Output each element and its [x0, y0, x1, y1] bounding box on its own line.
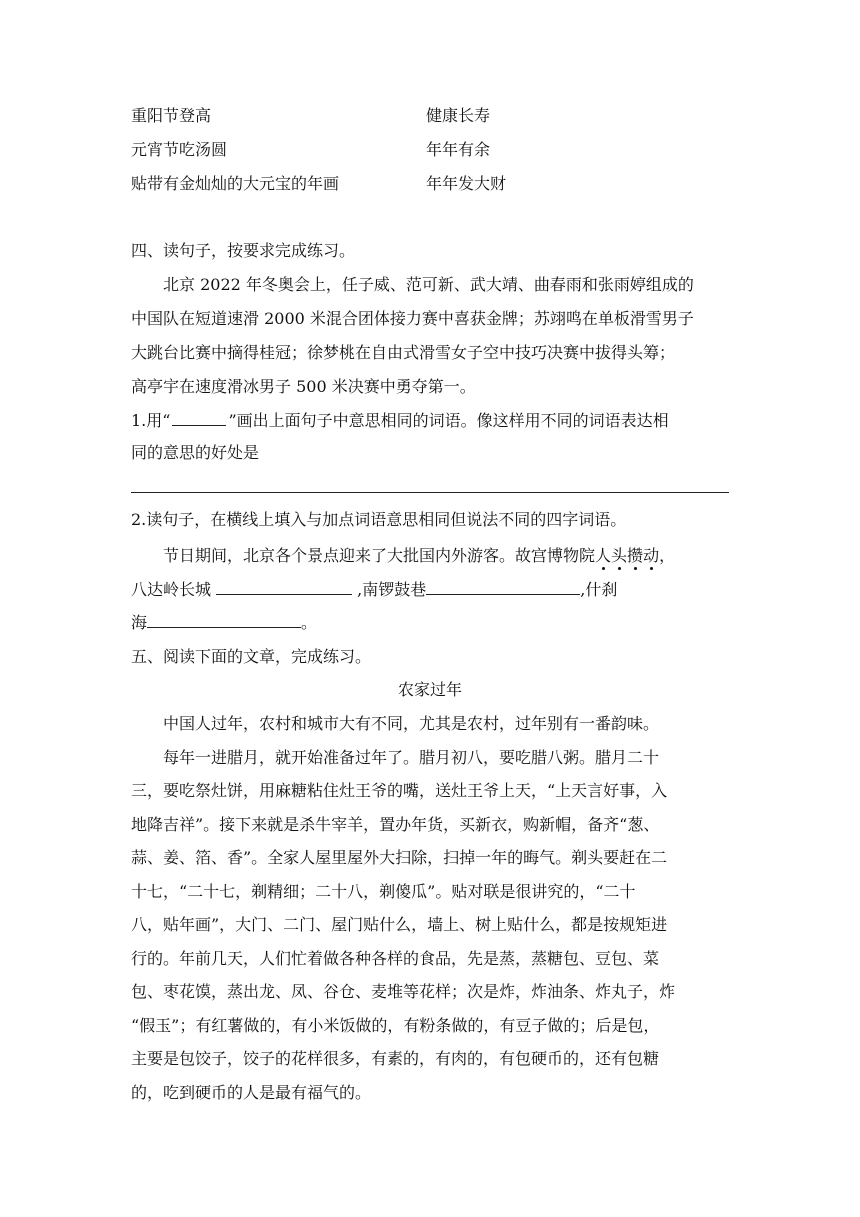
passage-line: 北京 2022 年冬奥会上，任子威、范可新、武大靖、曲春雨和张雨婷组成的 — [163, 275, 694, 294]
passage-line: 中国队在短道速滑 2000 米混合团体接力赛中喜获金牌；苏翊鸣在单板滑雪男子 — [131, 309, 694, 328]
q2-sentence-start: 节日期间，北京各个景点迎来了大批国内外游客。故宫博物院 — [163, 546, 596, 565]
q2-text: ,南锣鼓巷 — [352, 580, 427, 599]
dotted-char: 攒 — [627, 546, 644, 565]
q2-sentence-end: ， — [659, 546, 676, 565]
fill-blank-2[interactable] — [426, 580, 580, 595]
underline-symbol — [172, 411, 226, 426]
q2-text: ,什刹 — [580, 580, 618, 599]
article-line: 主要是包饺子，饺子的花样很多，有素的，有肉的，有包硬币的，还有包糖 — [131, 1049, 660, 1068]
article-line: 每年一进腊月，就开始准备过年了。腊月初八，要吃腊八粥。腊月二十 — [163, 748, 660, 767]
match-meaning-2: 年年有余 — [426, 140, 491, 159]
match-custom-1: 重阳节登高 — [131, 106, 212, 125]
article-line: 的，吃到硬币的人是最有福气的。 — [131, 1083, 372, 1102]
match-custom-3: 贴带有金灿灿的大元宝的年画 — [131, 174, 340, 193]
article-line: 包、枣花馍，蒸出龙、凤、谷仓、麦堆等花样；次是炸，炸油条、炸丸子，炸 — [131, 982, 676, 1001]
q2-text: 海 — [131, 613, 148, 632]
article-line: 地降吉祥”。接下来就是杀牛宰羊，置办年货，买新衣，购新帽，备齐“葱、 — [131, 815, 660, 834]
article-line: “假玉”；有红薯做的，有小米饭做的，有粉条做的，有豆子做的；后是包， — [131, 1016, 660, 1035]
passage-line: 大跳台比赛中摘得桂冠；徐梦桃在自由式滑雪女子空中技巧决赛中拔得头筹； — [131, 343, 676, 362]
article-line: 中国人过年，农村和城市大有不同，尤其是农村，过年别有一番韵味。 — [163, 714, 660, 733]
q1-suffix: ”画出上面句子中意思相同的词语。像这样用不同的词语表达相 — [228, 411, 669, 430]
dotted-char: 头 — [611, 546, 628, 565]
q2-line2 — [131, 580, 617, 600]
passage-line: 高亭宇在速度滑冰男子 500 米决赛中勇夺第一。 — [131, 377, 476, 396]
q2-text: 八达岭长城 — [131, 580, 217, 599]
match-meaning-1: 健康长寿 — [426, 106, 491, 125]
q2-line3 — [131, 613, 317, 633]
section5-heading: 五、阅读下面的文章，完成练习。 — [131, 647, 372, 666]
q2-text: 。 — [301, 613, 318, 632]
match-custom-2: 元宵节吃汤圆 — [131, 140, 228, 159]
section4-heading: 四、读句子，按要求完成练习。 — [131, 241, 356, 260]
fill-blank-3[interactable] — [147, 613, 301, 628]
article-line: 十七，“二十七，剃精细；二十八，剃傻瓜”。贴对联是很讲究的，“二十 — [131, 882, 636, 901]
question-1 — [131, 411, 669, 431]
article-title: 农家过年 — [397, 680, 462, 699]
answer-line[interactable] — [131, 492, 729, 493]
article-line: 八，贴年画”，大门、二门、屋门贴什么，墙上、树上贴什么，都是按规矩进 — [131, 915, 668, 934]
question-2: 2.读句子，在横线上填入与加点词语意思相同但说法不同的四字词语。 — [131, 510, 627, 529]
q2-sentence — [163, 546, 675, 566]
q1-prefix: 1.用“ — [131, 411, 171, 430]
dotted-char: 人 — [595, 546, 612, 565]
fill-blank-1[interactable] — [216, 580, 352, 595]
q1-line2: 同的意思的好处是 — [131, 443, 260, 462]
match-meaning-3: 年年发大财 — [426, 174, 507, 193]
article-line: 行的。年前几天，人们忙着做各种各样的食品，先是蒸，蒸糖包、豆包、菜 — [131, 949, 660, 968]
article-line: 蒜、姜、箔、香”。全家人屋里屋外大扫除，扫掉一年的晦气。剃头要赶在二 — [131, 848, 668, 867]
dotted-char: 动 — [643, 546, 660, 565]
article-line: 三，要吃祭灶饼，用麻糖粘住灶王爷的嘴，送灶王爷上天，“上天言好事，入 — [131, 781, 668, 800]
